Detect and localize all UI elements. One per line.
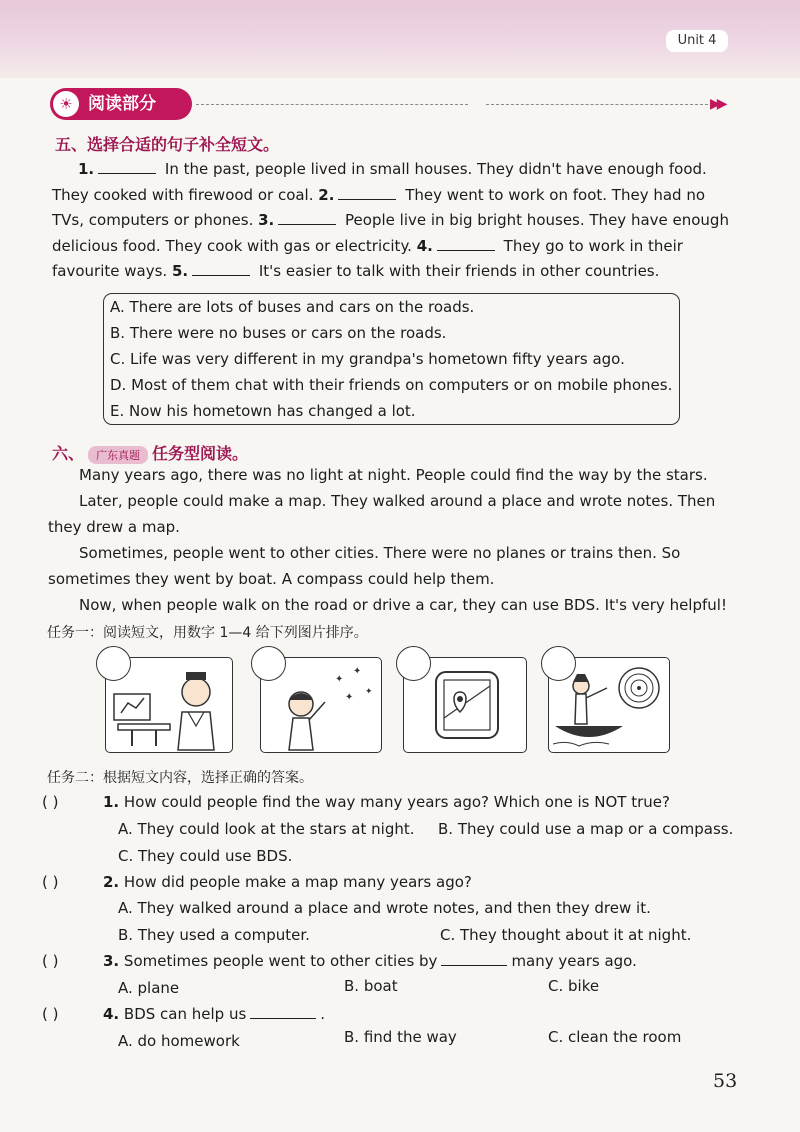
- part6-heading: 任务型阅读。: [152, 444, 249, 463]
- svg-text:✦: ✦: [353, 666, 362, 677]
- q-text: How could people find the way many years ago? Which one is NOT true?: [123, 793, 670, 811]
- q-number: 4.: [103, 1005, 120, 1023]
- q-number: 2.: [103, 873, 120, 891]
- lightbulb-icon: ☀: [53, 91, 79, 117]
- answer-blank[interactable]: [98, 160, 156, 174]
- q4-number: 4.: [416, 236, 433, 255]
- q3-option-a: A. plane: [118, 979, 180, 997]
- answer-blank[interactable]: [278, 211, 336, 225]
- dashed-divider: [196, 104, 468, 105]
- answer-paren[interactable]: ( ): [42, 873, 59, 891]
- answer-blank[interactable]: [250, 1005, 316, 1019]
- option-d: D. Most of them chat with their friends on computers or on mobile phones.: [110, 376, 673, 394]
- task1-title: 任务一：阅读短文，用数字 1—4 给下列图片排序。: [47, 625, 368, 641]
- question-1: [103, 793, 670, 811]
- q3-number: 3.: [258, 211, 275, 229]
- passage-text: In the past, people lived in small houses. They didn't have enough food.: [164, 160, 707, 178]
- q4-option-c: C. clean the room: [548, 1028, 682, 1046]
- passage-text: They cooked with firewood or coal.: [52, 185, 314, 204]
- reading-p3b: sometimes they went by boat. A compass could help them.: [48, 570, 495, 588]
- task2-title: 任务二：根据短文内容，选择正确的答案。: [47, 770, 313, 786]
- q3-option-c: C. bike: [548, 977, 600, 995]
- order-circle[interactable]: [251, 646, 286, 681]
- reading-p4: Now, when people walk on the road or drive a car, they can use BDS. It's very helpful!: [79, 596, 727, 614]
- passage-text: People live in big bright houses. They have enough: [345, 211, 729, 229]
- q-text: Sometimes people went to other cities by: [123, 952, 438, 970]
- q4-option-b: B. find the way: [344, 1028, 457, 1046]
- reading-p2b: they drew a map.: [48, 518, 180, 536]
- part5-title: 五、选择合适的句子补全短文。: [55, 135, 280, 154]
- q-text: BDS can help us: [123, 1005, 247, 1023]
- page-number: 53: [713, 1070, 738, 1092]
- passage-text: delicious food. They cook with gas or electricity.: [52, 236, 412, 255]
- answer-paren[interactable]: ( ): [42, 793, 59, 811]
- q-number: 1.: [103, 793, 120, 811]
- section-title: 阅读部分: [88, 94, 156, 114]
- answer-paren[interactable]: ( ): [42, 952, 59, 970]
- answer-paren[interactable]: ( ): [42, 1005, 59, 1023]
- q3-option-b: B. boat: [344, 977, 398, 995]
- part6-title: [52, 441, 248, 464]
- reading-p3a: Sometimes, people went to other cities. There were no planes or trains then. So: [79, 544, 681, 562]
- q1-option-a: A. They could look at the stars at night.: [118, 820, 415, 838]
- section-badge: [50, 88, 192, 120]
- order-circle[interactable]: [96, 646, 131, 681]
- passage-text: They went to work on foot. They had no: [405, 185, 706, 204]
- part5-passage: [52, 157, 732, 285]
- q-text: .: [320, 1005, 326, 1023]
- question-2: [103, 873, 472, 891]
- passage-text: TVs, computers or phones.: [52, 211, 254, 229]
- svg-text:✦: ✦: [335, 674, 344, 685]
- reading-p2a: Later, people could make a map. They walked around a place and wrote notes. Then: [79, 492, 716, 510]
- q-text: many years ago.: [511, 952, 637, 970]
- arrow-right-icon: ▶▶: [710, 96, 724, 112]
- option-c: C. Life was very different in my grandpa's hometown fifty years ago.: [110, 350, 625, 368]
- dashed-divider: [486, 104, 708, 105]
- unit-label: Unit 4: [666, 30, 728, 52]
- svg-text:✦: ✦: [365, 687, 373, 697]
- part6-prefix: 六、: [52, 444, 85, 463]
- option-a: A. There are lots of buses and cars on the roads.: [110, 298, 475, 316]
- q1-number: 1.: [78, 160, 95, 178]
- q2-option-c: C. They thought about it at night.: [440, 926, 692, 944]
- answer-blank[interactable]: [437, 237, 495, 251]
- q2-number: 2.: [318, 185, 335, 204]
- q1-option-b: B. They could use a map or a compass.: [438, 820, 734, 838]
- passage-text: They go to work in their: [503, 236, 683, 255]
- q4-option-a: A. do homework: [118, 1032, 240, 1050]
- order-circle[interactable]: [541, 646, 576, 681]
- q5-number: 5.: [171, 262, 189, 280]
- q2-option-b: B. They used a computer.: [118, 926, 310, 944]
- passage-text: favourite ways.: [52, 262, 168, 280]
- option-e: E. Now his hometown has changed a lot.: [110, 402, 416, 420]
- answer-blank[interactable]: [441, 952, 507, 966]
- answer-blank[interactable]: [338, 186, 396, 200]
- question-3: [103, 952, 637, 970]
- reading-p1: Many years ago, there was no light at night. People could find the way by the stars.: [79, 466, 708, 484]
- answer-blank[interactable]: [192, 262, 250, 276]
- exam-tag: 广东真题: [88, 446, 148, 464]
- q1-option-c: C. They could use BDS.: [118, 847, 293, 865]
- q-number: 3.: [103, 952, 120, 970]
- passage-text: It's easier to talk with their friends in other countries.: [258, 262, 660, 280]
- svg-text:✦: ✦: [345, 692, 354, 703]
- q-text: How did people make a map many years ago?: [123, 873, 472, 891]
- order-circle[interactable]: [396, 646, 431, 681]
- question-4: [103, 1005, 325, 1023]
- q2-option-a: A. They walked around a place and wrote notes, and then they drew it.: [118, 899, 651, 917]
- option-b: B. There were no buses or cars on the roads.: [110, 324, 447, 342]
